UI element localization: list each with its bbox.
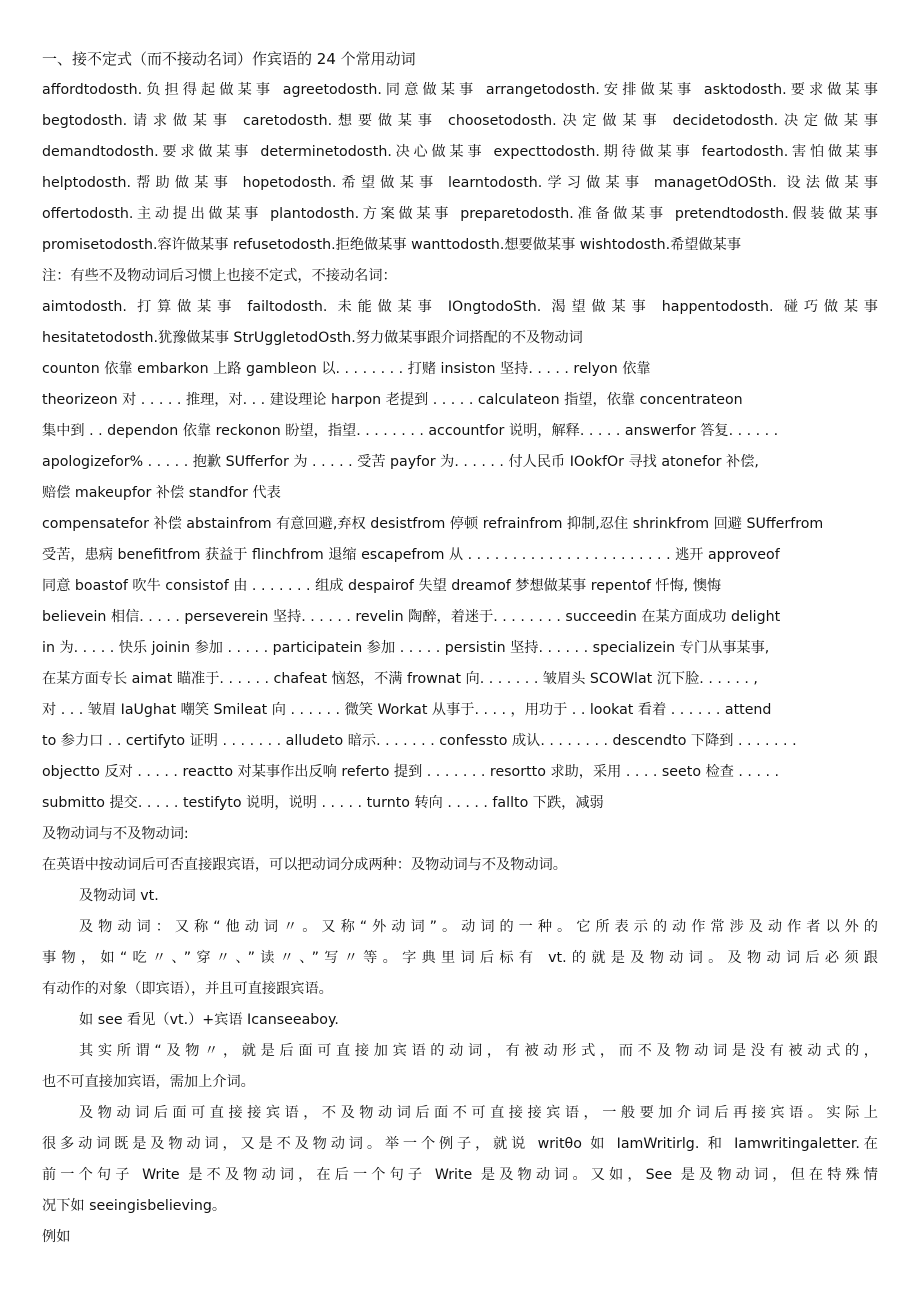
text-line: theorizeon 对 . . . . . 推理，对. . . 建设理论 harpon 老提到 . . . . . calculateon 指望，依靠 concentrateon <box>42 392 743 408</box>
text-line: compensatefor 补偿 abstainfrom 有意回避,弃权 desistfrom 停顿 refrainfrom 抑制,忍住 shrinkfrom 回避 SUfferfrom <box>42 516 824 532</box>
text-line: demandtodosth.要求做某事 determinetodosth.决心做某事 expecttodosth.期待做某事 feartodosth.害怕做某事 <box>42 144 878 160</box>
text-line: 例如 <box>42 1229 71 1245</box>
text-line: 在某方面专长 aimat 瞄准于. . . . . . chafeat 恼怒，不满 frownat 向. . . . . . . 皱眉头 SCOWlat 沉下脸. . . . . . , <box>42 671 758 687</box>
text-line: 事物，如“吃〃、”穿〃、”读〃、”写〃等。字典里词后标有 vt.的就是及物动词。及物动词后必须跟 <box>42 950 878 966</box>
text-line: 也不可直接加宾语，需加上介词。 <box>42 1074 255 1090</box>
section-heading: 一、接不定式（而不接动名词）作宾语的 24 个常用动词 <box>42 50 416 68</box>
text-line: 注：有些不及物动词后习惯上也接不定式，不接动名词： <box>42 268 397 284</box>
text-line: 及物动词与不及物动词: <box>42 826 189 842</box>
text-line: to 参力口 . . certifyto 证明 . . . . . . . alludeto 暗示. . . . . . . confessto 成认. . . . . . . . descendto 下降到 . . . . . . . <box>42 733 797 749</box>
text-line: submitto 提交. . . . . testifyto 说明，说明 . . . . . turnto 转向 . . . . . fallto 下跌，减弱 <box>42 795 604 811</box>
text-line: counton 依靠 embarkon 上路 gambleon 以. . . . . . . . 打赌 insiston 坚持. . . . . relyon 依靠 <box>42 361 651 377</box>
text-line: 及物动词 vt. <box>79 888 159 904</box>
text-line: objectto 反对 . . . . . reactto 对某事作出反响 referto 提到 . . . . . . . resortto 求助，采用 . . . . seeto 检查 . . . . . <box>42 764 779 780</box>
text-line: apologizefor% . . . . . 抱歉 SUfferfor 为 . . . . . 受苦 payfor 为. . . . . . 付人民币 IOokfOr 寻找 atonefor 补偿, <box>42 454 759 470</box>
text-line: 对 . . . 皱眉 IaUghat 嘲笑 Smileat 向 . . . . . . 微笑 Workat 从事于. . . . ，用功于 . . lookat 看着 . . . . . . attend <box>42 702 772 718</box>
text-line: 前一个句子 Write 是不及物动词，在后一个句子 Write 是及物动词。又如，See 是及物动词，但在特殊情 <box>42 1167 878 1183</box>
text-line: 如 see 看见（vt.）+宾语 Icanseeaboy. <box>79 1012 339 1028</box>
text-line: 赔偿 makeupfor 补偿 standfor 代表 <box>42 485 281 501</box>
text-line: 及物动词：又称“他动词〃。又称“外动词”。动词的一种。它所表示的动作常涉及动作者以外的 <box>79 919 878 935</box>
text-line: in 为. . . . . 快乐 joinin 参加 . . . . . participatein 参加 . . . . . persistin 坚持. . . . . . specializein 专门从事某事, <box>42 640 770 656</box>
text-line: 有动作的对象（即宾语），并且可直接跟宾语。 <box>42 981 333 997</box>
text-line: 况下如 seeingisbelieving。 <box>42 1198 227 1214</box>
text-line: 集中到 . . dependon 依靠 reckonon 盼望，指望. . . . . . . . accountfor 说明，解释. . . . . answerfor 答复. . . . . . <box>42 423 779 439</box>
text-line: helptodosth.帮助做某事 hopetodosth.希望做某事 learntodosth.学习做某事 managetOdOSth. 设法做某事 <box>42 175 878 191</box>
text-line: 其实所谓“及物〃，就是后面可直接加宾语的动词，有被动形式，而不及物动词是没有被动式的， <box>79 1043 878 1059</box>
text-line: 很多动词既是及物动词，又是不及物动词。举一个例子，就说 writθo 如 IamWritirlg. 和 Iamwritingaletter.在 <box>42 1136 878 1152</box>
text-line: 及物动词后面可直接接宾语，不及物动词后面不可直接接宾语，一般要加介词后再接宾语。实际上 <box>79 1105 878 1121</box>
text-line: promisetodosth.容许做某事 refusetodosth.拒绝做某事 wanttodosth.想要做某事 wishtodosth.希望做某事 <box>42 237 742 253</box>
text-line: affordtodosth.负担得起做某事 agreetodosth.同意做某事 arrangetodosth.安排做某事 asktodosth.要求做某事 <box>42 82 878 98</box>
text-line: aimtodosth. 打算做某事 failtodosth. 未能做某事 IOngtodoSth. 渴望做某事 happentodosth. 碰巧做某事 <box>42 299 878 315</box>
text-line: hesitatetodosth.犹豫做某事 StrUggletodOsth.努力做某事跟介词搭配的不及物动词 <box>42 330 583 346</box>
text-line: 受苦，患病 benefitfrom 获益于 flinchfrom 退缩 escapefrom 从 . . . . . . . . . . . . . . . . . . . . . . . 逃开 approveof <box>42 547 780 563</box>
text-line: offertodosth.主动提出做某事 plantodosth.方案做某事 preparetodosth.准备做某事 pretendtodosth.假装做某事 <box>42 206 878 222</box>
text-line: 在英语中按动词后可否直接跟宾语，可以把动词分成两种：及物动词与不及物动词。 <box>42 857 567 873</box>
text-line: 同意 boastof 吹牛 consistof 由 . . . . . . . 组成 despairof 失望 dreamof 梦想做某事 repentof 忏悔, 懊悔 <box>42 578 722 594</box>
text-line: believein 相信. . . . . perseverein 坚持. . . . . . revelin 陶醉，着迷于. . . . . . . . succeedin 在某方面成功 delight <box>42 609 781 625</box>
text-line: begtodosth.请求做某事 caretodosth.想要做某事 choosetodosth.决定做某事 decidetodosth.决定做某事 <box>42 113 878 129</box>
